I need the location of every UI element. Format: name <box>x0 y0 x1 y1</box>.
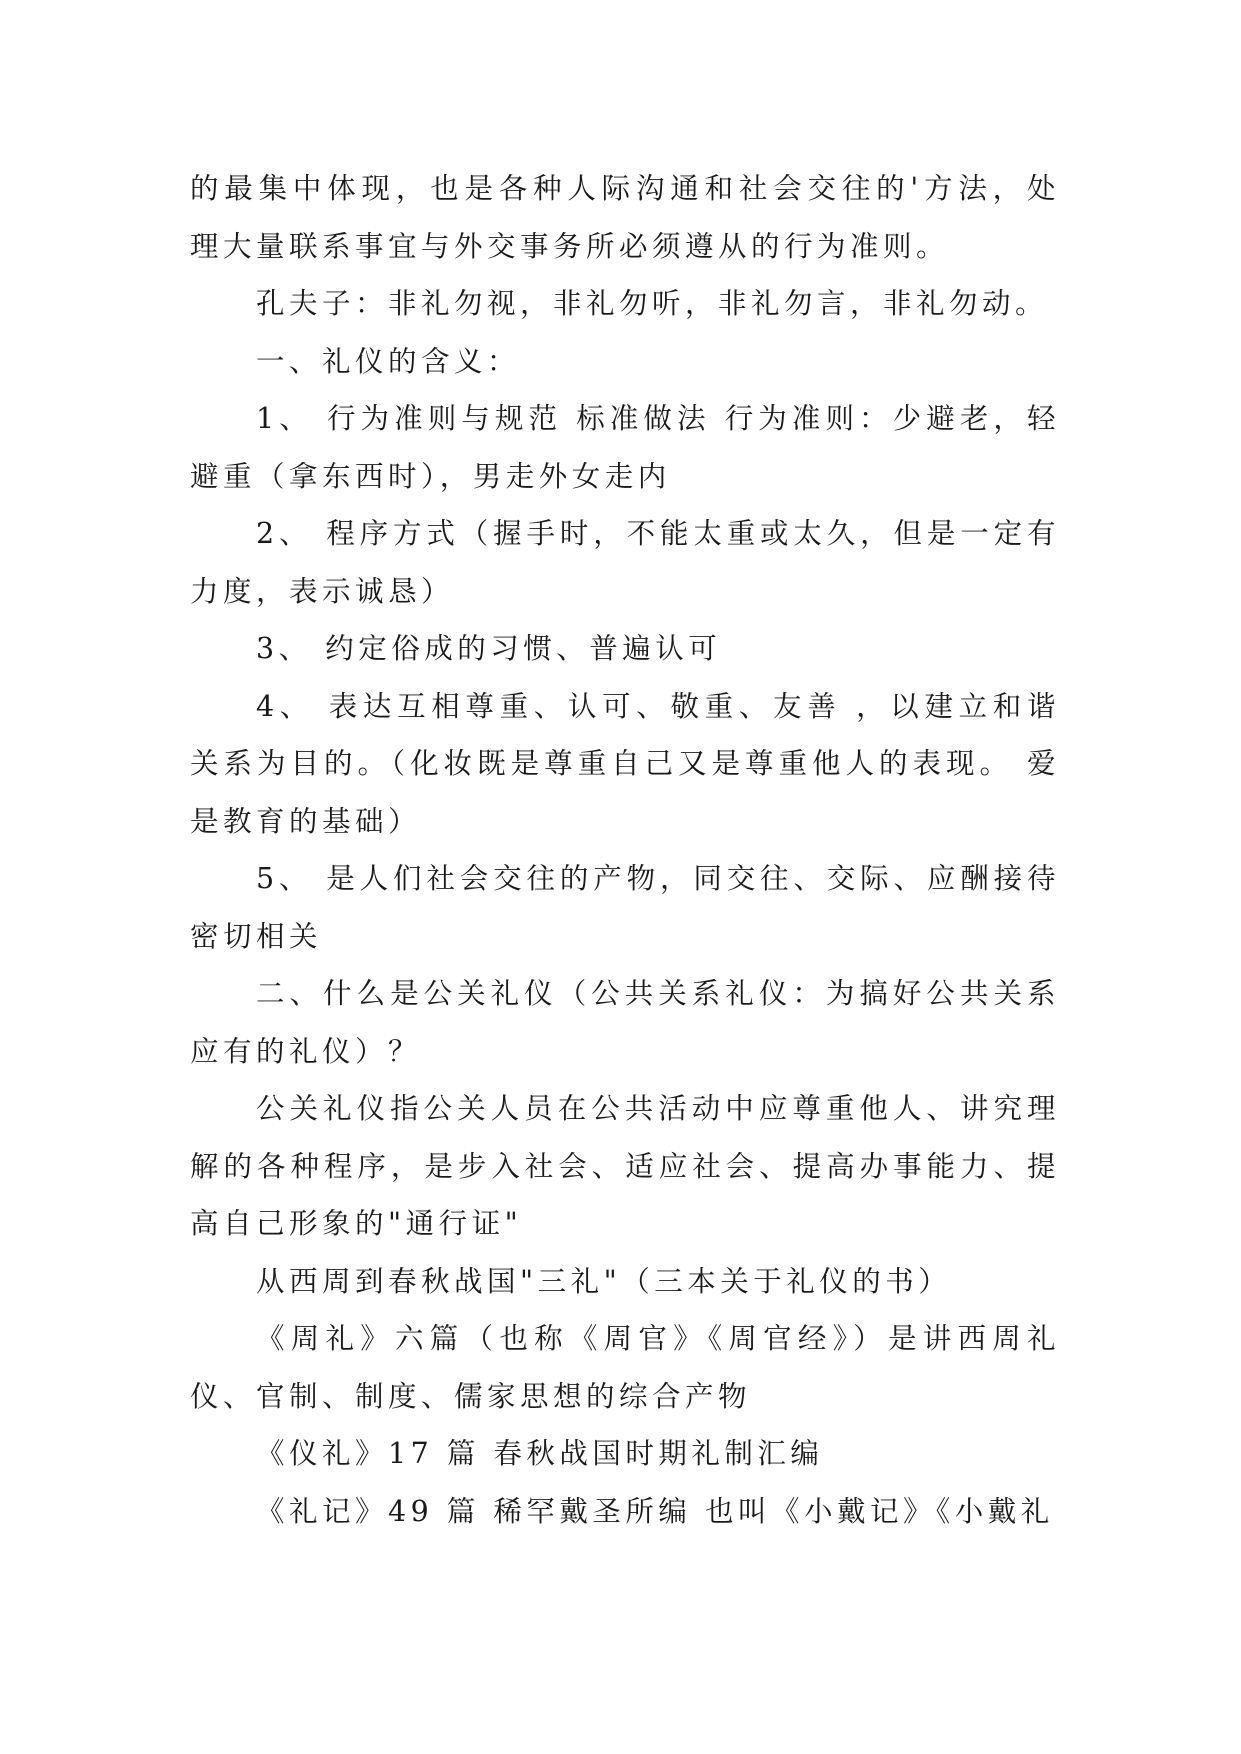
document-body <box>190 160 1060 1540</box>
section-heading-pr-etiquette: 二、什么是公关礼仪（公共关系礼仪：为搞好公共关系应有的礼仪）？ <box>190 977 1060 1068</box>
paragraph-pr-definition: 公关礼仪指公关人员在公共活动中应尊重他人、讲究理解的各种程序，是步入社会、适应社会、提高办事能力、提高自己形象的"通行证" <box>190 1092 1060 1240</box>
list-item-2: 2、 程序方式（握手时，不能太重或太久，但是一定有力度，表示诚恳） <box>190 517 1060 608</box>
list-item-1: 1、 行为准则与规范 标准做法 行为准则：少避老，轻避重（拿东西时），男走外女走内 <box>190 402 1060 493</box>
list-item-5: 5、 是人们社会交往的产物，同交往、交际、应酬接待密切相关 <box>190 862 1060 953</box>
paragraph-liji: 《礼记》49 篇 稀罕戴圣所编 也叫《小戴记》《小戴礼 <box>256 1494 1054 1528</box>
paragraph-yili: 《仪礼》17 篇 春秋战国时期礼制汇编 <box>256 1437 824 1470</box>
list-item-3: 3、 约定俗成的习惯、普遍认可 <box>256 632 722 665</box>
section-heading-meaning: 一、礼仪的含义： <box>256 344 521 378</box>
paragraph-three-rites: 从西周到春秋战国"三礼"（三本关于礼仪的书） <box>256 1264 952 1298</box>
paragraph-continuation: 的最集中体现，也是各种人际沟通和社会交往的'方法，处理大量联系事宜与外交事务所必须遵从的行为准则。 <box>190 172 1060 263</box>
list-item-4: 4、 表达互相尊重、认可、敬重、友善 ，以建立和谐关系为目的。（化妆既是尊重自己又是尊重他人的表现。 爱是教育的基础） <box>190 689 1060 838</box>
paragraph-zhouli: 《周礼》六篇（也称《周官》《周官经》）是讲西周礼仪、官制、制度、儒家思想的综合产物 <box>190 1322 1060 1413</box>
paragraph-confucius-quote: 孔夫子：非礼勿视，非礼勿听，非礼勿言，非礼勿动。 <box>256 287 1049 320</box>
